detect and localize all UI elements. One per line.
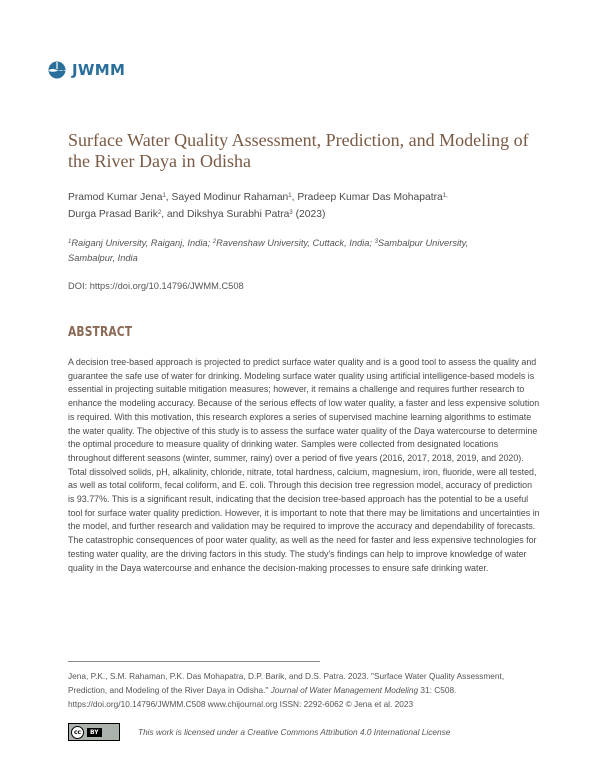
affil-3-cont: Sambalpur, India (68, 252, 138, 263)
citation-line-3[interactable]: https://doi.org/10.14796/JWMM.C508 www.chijournal.org ISSN: 2292-6062 © Jena et al. 2023 (68, 699, 414, 709)
cc-by-badge-icon[interactable] (68, 723, 120, 741)
author-2: , Sayed Modinur Rahaman (165, 192, 289, 203)
publication-year: (2023) (292, 209, 326, 220)
license-row (68, 723, 450, 741)
affil-2-sup: 2 (212, 239, 217, 245)
license-text[interactable]: This work is licensed under a Creative Commons Attribution 4.0 International License (138, 727, 451, 737)
citation-line-1: Jena, P.K., S.M. Rahaman, P.K. Das Mohapatra, D.P. Barik, and D.S. Patra. 2023. "Surface Water Quality Assessment, (68, 671, 505, 681)
author-4-sup: 2 (157, 210, 162, 216)
citation-line-2 (68, 683, 548, 697)
affil-2: Ravenshaw University, Cuttack, India; (216, 238, 375, 248)
affiliations (68, 236, 538, 265)
authors-line-2 (68, 206, 548, 223)
author-2-sup: 1 (288, 193, 292, 199)
abstract-body: A decision tree-based approach is projected to predict surface water quality and is a good tool to assess the quality and guarantee the safe use of water for drinking. Modeling surface water quality using artificial intelligence-based models is essential in projecting suitable mitigation measures; however, it remains a challenge and requires further research to enhance the modeling accuracy. Because of the serious effects of low water quality, a faster and less expensive solution is required. With this motivation, this research explores a series of supervised machine learning algorithms to estimate the water quality. The objective of this study is to assess the surface water quality of the Daya watercourse to determine the optimal procedure to measure quality of drinking water. Samples were collected from designated locations throughout different seasons (winter, summer, rainy) over a period of five years (2016, 2017, 2018, 2019, and 2020). Total dissolved solids, pH, alkalinity, chloride, nitrate, total hardness, calcium, magnesium, iron, fluoride, were all tested, as well as total coliform, fecal coliform, and E. coli. Through this decision tree regression model, accuracy of prediction is 93.77%. This is a significant result, indicating that the decision tree-based approach has the potential to be a useful tool for surface water quality prediction. However, it is important to note that there may be limitations and uncertainties in the model, and further research and validation may be required to improve the accuracy and dependability of forecasts. The catastrophic consequences of poor water quality, as well as the need for faster and less expensive technologies for testing water quality, are the driving factors in this study. The study's findings can help to improve knowledge of water quality in the Daya watercourse and enhance the decision-making processes to ensure safe drinking water. (68, 357, 540, 573)
logo-text: JWMM (72, 61, 126, 79)
jwmm-logo-icon (48, 61, 66, 79)
authors-line-1 (68, 189, 548, 206)
doi-link[interactable]: DOI: https://doi.org/10.14796/JWMM.C508 (68, 281, 244, 291)
author-4: Durga Prasad Barik (68, 209, 158, 220)
author-5-sup: 3 (289, 210, 293, 216)
affil-3: Sambalpur University, (377, 238, 469, 248)
paper-title (68, 130, 538, 172)
footnote-divider (68, 661, 320, 662)
cc-icon: cc (71, 726, 84, 739)
author-list (68, 189, 548, 223)
author-1-sup: 1 (162, 193, 166, 199)
author-3: , Pradeep Kumar Das Mohapatra (291, 192, 443, 203)
affil-3-sup: 3 (374, 239, 378, 245)
title-line-2: the River Daya in Odisha (68, 151, 251, 171)
author-5: , and Dikshya Surabhi Patra (161, 209, 290, 220)
citation-line-2-pre: Prediction, and Modeling of the River Daya in Odisha." (68, 685, 271, 695)
journal-logo (48, 61, 125, 79)
author-1: Pramod Kumar Jena (68, 192, 163, 203)
affil-1: Raiganj University, Raiganj, India; (71, 238, 213, 248)
title-line-1: Surface Water Quality Assessment, Prediction, and Modeling of (68, 130, 529, 150)
citation-block (68, 669, 548, 711)
affil-1-sup: 1 (68, 239, 72, 245)
author-3-sup: 1, (442, 193, 448, 199)
abstract-heading: ABSTRACT (68, 325, 133, 340)
by-label: BY (87, 728, 102, 737)
citation-volume: 31: C508. (418, 685, 457, 695)
journal-name: Journal of Water Management Modeling (270, 685, 419, 695)
